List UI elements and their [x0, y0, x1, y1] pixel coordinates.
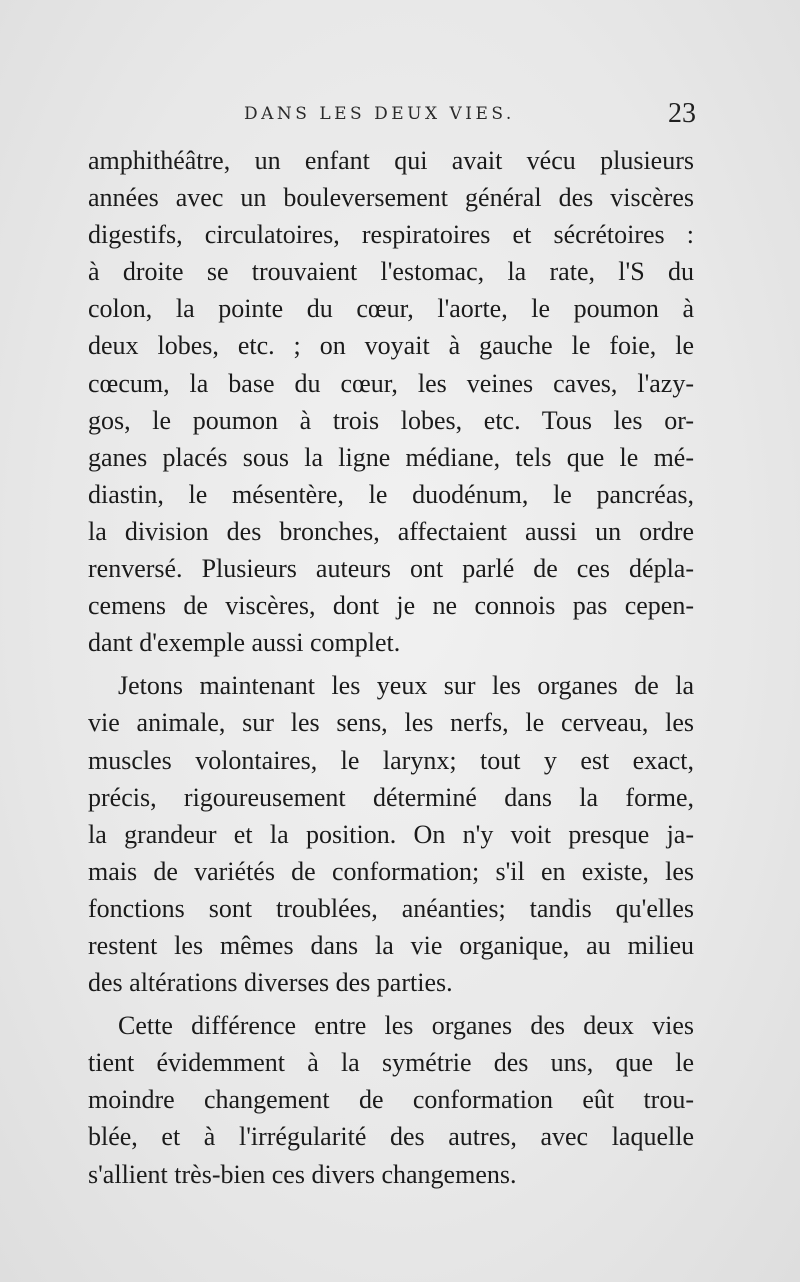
text-line: cemens de viscères, dont je ne connois pas cepen- [88, 591, 694, 621]
text-line: la division des bronches, affectaient aussi un ordre [88, 516, 694, 546]
page-header [88, 98, 696, 138]
text-line: la grandeur et la position. On n'y voit presque ja- [88, 819, 694, 849]
text-line: ganes placés sous la ligne médiane, tels que le mé- [88, 442, 694, 472]
text-line: diastin, le mésentère, le duodénum, le pancréas, [88, 479, 694, 509]
text-line: gos, le poumon à trois lobes, etc. Tous les or- [88, 405, 694, 435]
running-head: DANS LES DEUX VIES. [244, 104, 515, 124]
text-line: deux lobes, etc. ; on voyait à gauche le foie, le [88, 331, 694, 361]
text-line: moindre changement de conformation eût trou- [88, 1085, 694, 1115]
text-line: à droite se trouvaient l'estomac, la rate, l'S du [88, 257, 694, 287]
text-line: vie animale, sur les sens, les nerfs, le cerveau, les [88, 708, 694, 738]
body-text [88, 142, 694, 1193]
text-line: Cette différence entre les organes des deux vies [118, 1011, 694, 1041]
text-line: précis, rigoureusement déterminé dans la forme, [88, 782, 694, 812]
text-line: Jetons maintenant les yeux sur les organes de la [118, 671, 694, 701]
text-line: blée, et à l'irrégularité des autres, avec laquelle [88, 1122, 694, 1152]
text-line: tient évidemment à la symétrie des uns, que le [88, 1048, 694, 1078]
text-line: colon, la pointe du cœur, l'aorte, le poumon à [88, 294, 694, 324]
paragraph [88, 142, 694, 661]
paragraph [88, 1007, 694, 1192]
text-line: des altérations diverses des parties. [88, 968, 453, 998]
text-line: fonctions sont troublées, anéanties; tandis qu'elles [88, 893, 694, 923]
page-number: 23 [668, 98, 696, 129]
text-line: s'allient très-bien ces divers changemens. [88, 1159, 517, 1189]
text-line: digestifs, circulatoires, respiratoires et sécrétoires : [88, 220, 694, 250]
text-line: amphithéâtre, un enfant qui avait vécu plusieurs [88, 146, 694, 175]
text-line: muscles volontaires, le larynx; tout y est exact, [88, 745, 694, 775]
text-line: cœcum, la base du cœur, les veines caves, l'azy- [88, 368, 694, 398]
text-line: renversé. Plusieurs auteurs ont parlé de ces dépla- [88, 554, 694, 584]
text-line: restent les mêmes dans la vie organique, au milieu [88, 930, 694, 960]
text-line: dant d'exemple aussi complet. [88, 628, 401, 658]
text-line: mais de variétés de conformation; s'il en existe, les [88, 856, 694, 886]
paragraph [88, 667, 694, 1001]
text-line: années avec un bouleversement général des viscères [88, 183, 694, 213]
